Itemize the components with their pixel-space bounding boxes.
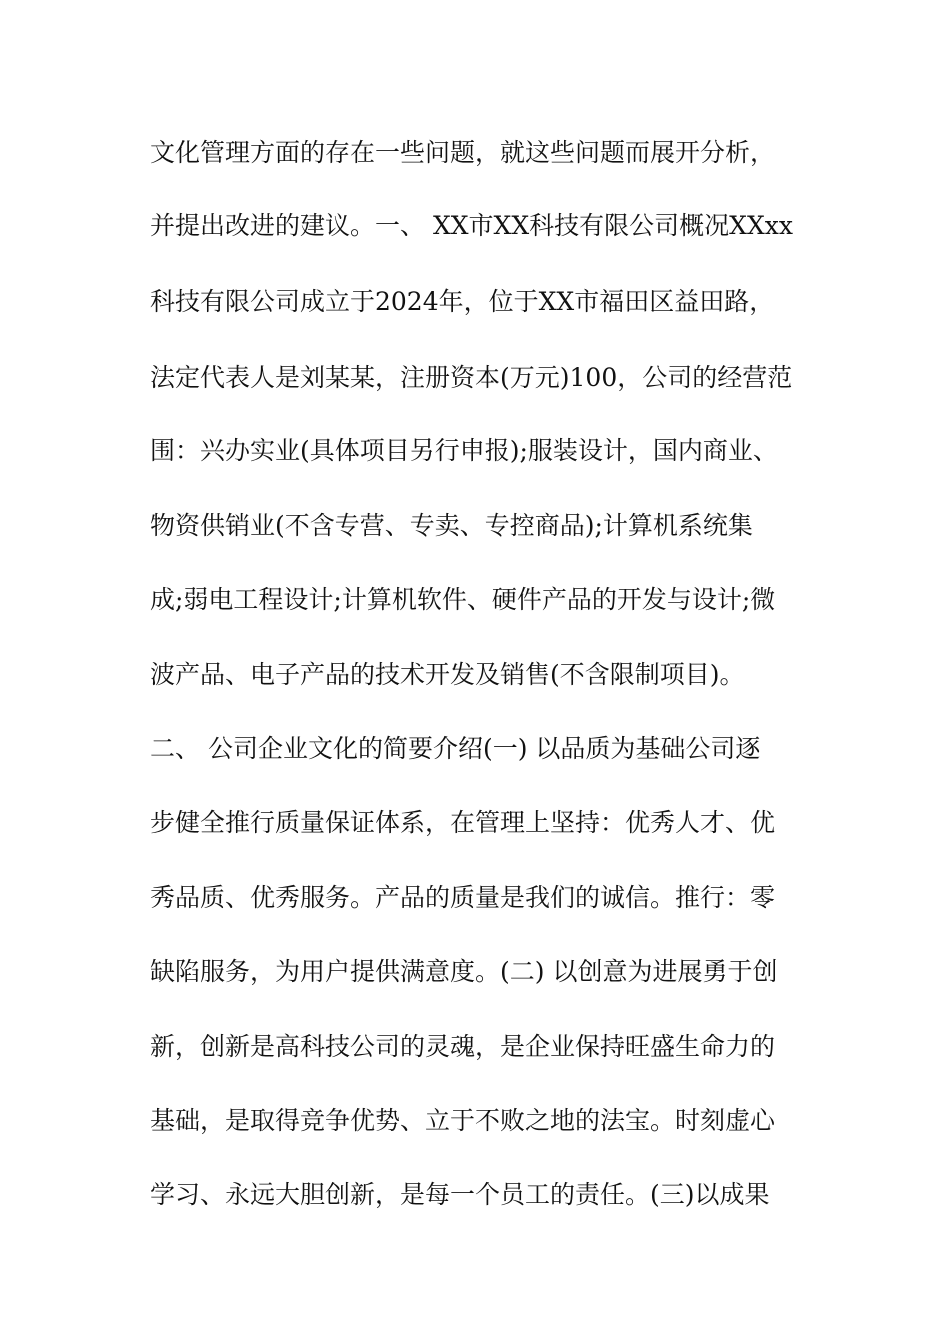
text-line: 成;弱电工程设计;计算机软件、硬件产品的开发与设计;微 bbox=[150, 585, 776, 614]
text-line: 科技有限公司成立于2024年，位于XX市福田区益田路， bbox=[150, 287, 775, 316]
text-line: 新，创新是高科技公司的灵魂，是企业保持旺盛生命力的 bbox=[150, 1032, 776, 1061]
text-line: 二、 公司企业文化的简要介绍(一) 以品质为基础公司逐 bbox=[150, 734, 761, 763]
text-line: 波产品、电子产品的技术开发及销售(不含限制项目)。 bbox=[150, 660, 745, 689]
text-line: 学习、永远大胆创新，是每一个员工的责任。(三)以成果 bbox=[150, 1180, 770, 1209]
text-line: 缺陷服务，为用户提供满意度。(二) 以创意为进展勇于创 bbox=[150, 957, 778, 986]
text-line: 基础，是取得竞争优势、立于不败之地的法宝。时刻虚心 bbox=[150, 1106, 776, 1135]
text-line: 并提出改进的建议。一、 XX市XX科技有限公司概况XXxx bbox=[150, 211, 793, 240]
text-line: 文化管理方面的存在一些问题，就这些问题而展开分析， bbox=[150, 138, 776, 167]
text-line: 秀品质、优秀服务。产品的质量是我们的诚信。推行：零 bbox=[150, 883, 776, 912]
text-line: 法定代表人是刘某某，注册资本(万元)100，公司的经营范 bbox=[150, 363, 793, 392]
text-line: 步健全推行质量保证体系，在管理上坚持：优秀人才、优 bbox=[150, 808, 776, 837]
text-line: 物资供销业(不含专营、专卖、专控商品);计算机系统集 bbox=[150, 511, 753, 540]
text-line: 围：兴办实业(具体项目另行申报);服装设计，国内商业、 bbox=[150, 436, 778, 465]
